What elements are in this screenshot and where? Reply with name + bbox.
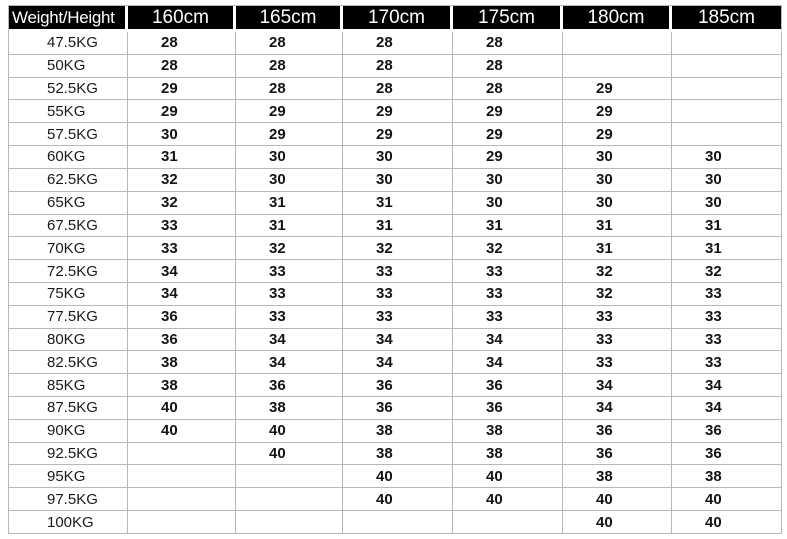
size-cell: 29 — [563, 123, 672, 146]
size-cell: 30 — [563, 169, 672, 192]
size-cell: 29 — [343, 100, 453, 123]
size-cell: 30 — [453, 169, 563, 192]
table-row — [9, 511, 782, 534]
table-row — [9, 260, 782, 283]
height-column-header: 170cm — [343, 6, 453, 32]
size-cell: 38 — [236, 397, 343, 420]
weight-cell: 50KG — [9, 55, 128, 78]
size-cell: 30 — [343, 146, 453, 169]
size-cell: 29 — [236, 100, 343, 123]
size-cell: 29 — [563, 78, 672, 101]
table-row — [9, 374, 782, 397]
table-row — [9, 465, 782, 488]
size-cell: 33 — [128, 215, 236, 238]
size-cell: 38 — [343, 443, 453, 466]
weight-cell: 80KG — [9, 329, 128, 352]
size-cell: 28 — [128, 55, 236, 78]
size-cell: 40 — [236, 443, 343, 466]
weight-cell: 77.5KG — [9, 306, 128, 329]
size-cell: 31 — [453, 215, 563, 238]
size-cell: 28 — [343, 32, 453, 55]
size-cell: 40 — [672, 488, 782, 511]
size-cell: 33 — [563, 351, 672, 374]
size-cell: 31 — [672, 237, 782, 260]
size-cell: 33 — [343, 306, 453, 329]
size-cell: 30 — [672, 192, 782, 215]
table-row — [9, 351, 782, 374]
size-cell: 34 — [563, 374, 672, 397]
table-row — [9, 100, 782, 123]
size-chart-header — [9, 6, 782, 32]
size-cell: 29 — [453, 123, 563, 146]
size-cell: 29 — [128, 78, 236, 101]
size-cell: 33 — [453, 283, 563, 306]
table-row — [9, 169, 782, 192]
size-cell: 28 — [453, 78, 563, 101]
weight-cell: 47.5KG — [9, 32, 128, 55]
size-chart-body — [9, 32, 782, 534]
size-cell: 40 — [672, 511, 782, 534]
size-cell: 36 — [128, 329, 236, 352]
size-cell: 34 — [128, 260, 236, 283]
size-cell — [672, 123, 782, 146]
size-cell: 38 — [343, 420, 453, 443]
size-cell: 34 — [236, 329, 343, 352]
table-row — [9, 215, 782, 238]
size-cell: 31 — [236, 192, 343, 215]
size-cell: 33 — [343, 260, 453, 283]
size-cell: 34 — [672, 374, 782, 397]
table-row — [9, 443, 782, 466]
size-cell: 33 — [672, 351, 782, 374]
weight-cell: 92.5KG — [9, 443, 128, 466]
weight-cell: 67.5KG — [9, 215, 128, 238]
size-cell: 36 — [128, 306, 236, 329]
size-cell — [672, 32, 782, 55]
weight-cell: 72.5KG — [9, 260, 128, 283]
size-cell — [453, 511, 563, 534]
size-cell: 40 — [343, 488, 453, 511]
size-cell: 32 — [236, 237, 343, 260]
table-row — [9, 146, 782, 169]
table-row — [9, 306, 782, 329]
weight-cell: 85KG — [9, 374, 128, 397]
size-cell: 31 — [236, 215, 343, 238]
weight-cell: 100KG — [9, 511, 128, 534]
table-row — [9, 397, 782, 420]
size-cell: 28 — [236, 32, 343, 55]
size-cell: 40 — [563, 488, 672, 511]
weight-cell: 87.5KG — [9, 397, 128, 420]
size-cell: 32 — [672, 260, 782, 283]
size-cell: 30 — [672, 169, 782, 192]
table-row — [9, 78, 782, 101]
size-cell: 29 — [453, 100, 563, 123]
weight-cell: 70KG — [9, 237, 128, 260]
size-cell: 28 — [453, 32, 563, 55]
size-cell: 36 — [453, 374, 563, 397]
weight-cell: 82.5KG — [9, 351, 128, 374]
size-cell: 40 — [563, 511, 672, 534]
table-row — [9, 192, 782, 215]
table-row — [9, 488, 782, 511]
size-cell: 28 — [453, 55, 563, 78]
weight-cell: 57.5KG — [9, 123, 128, 146]
size-cell: 33 — [563, 329, 672, 352]
size-cell: 40 — [453, 488, 563, 511]
size-cell: 38 — [672, 465, 782, 488]
size-cell: 36 — [563, 443, 672, 466]
size-cell — [128, 488, 236, 511]
size-cell: 40 — [453, 465, 563, 488]
size-cell: 31 — [672, 215, 782, 238]
size-cell: 34 — [128, 283, 236, 306]
size-cell: 34 — [453, 351, 563, 374]
size-cell: 34 — [236, 351, 343, 374]
weight-cell: 62.5KG — [9, 169, 128, 192]
size-cell — [128, 443, 236, 466]
size-cell: 28 — [343, 55, 453, 78]
size-cell: 33 — [672, 306, 782, 329]
size-cell: 32 — [563, 260, 672, 283]
size-cell: 30 — [453, 192, 563, 215]
size-cell — [672, 100, 782, 123]
size-cell: 30 — [236, 146, 343, 169]
size-cell: 33 — [236, 283, 343, 306]
size-cell — [563, 55, 672, 78]
size-cell: 34 — [563, 397, 672, 420]
size-cell: 29 — [128, 100, 236, 123]
table-row — [9, 32, 782, 55]
size-cell: 31 — [563, 237, 672, 260]
size-cell: 36 — [343, 374, 453, 397]
weight-cell: 75KG — [9, 283, 128, 306]
table-row — [9, 329, 782, 352]
size-cell: 34 — [343, 351, 453, 374]
weight-cell: 65KG — [9, 192, 128, 215]
size-cell — [563, 32, 672, 55]
height-column-header: 175cm — [453, 6, 563, 32]
size-cell: 36 — [236, 374, 343, 397]
table-row — [9, 283, 782, 306]
table-row — [9, 55, 782, 78]
weight-cell: 60KG — [9, 146, 128, 169]
height-column-header: 160cm — [128, 6, 236, 32]
size-cell: 28 — [236, 78, 343, 101]
size-cell: 31 — [343, 192, 453, 215]
size-cell: 28 — [236, 55, 343, 78]
size-cell: 34 — [672, 397, 782, 420]
height-column-header: 180cm — [563, 6, 672, 32]
size-cell: 40 — [236, 420, 343, 443]
size-cell: 31 — [128, 146, 236, 169]
size-cell: 30 — [672, 146, 782, 169]
header-row — [9, 6, 782, 32]
size-cell: 38 — [128, 351, 236, 374]
size-cell: 30 — [128, 123, 236, 146]
size-cell: 29 — [453, 146, 563, 169]
size-cell — [236, 465, 343, 488]
size-cell: 36 — [343, 397, 453, 420]
size-cell — [236, 511, 343, 534]
weight-cell: 55KG — [9, 100, 128, 123]
size-cell: 36 — [672, 443, 782, 466]
size-cell: 33 — [453, 260, 563, 283]
size-cell: 36 — [453, 397, 563, 420]
size-cell: 30 — [563, 192, 672, 215]
size-cell: 29 — [563, 100, 672, 123]
table-row — [9, 420, 782, 443]
size-cell: 38 — [563, 465, 672, 488]
size-cell: 40 — [128, 397, 236, 420]
size-cell: 36 — [672, 420, 782, 443]
size-cell: 28 — [343, 78, 453, 101]
size-cell: 33 — [236, 260, 343, 283]
size-chart-table — [8, 5, 782, 534]
size-cell: 30 — [236, 169, 343, 192]
size-cell: 33 — [672, 283, 782, 306]
size-cell: 36 — [563, 420, 672, 443]
weight-cell: 90KG — [9, 420, 128, 443]
size-cell: 38 — [128, 374, 236, 397]
size-cell: 33 — [343, 283, 453, 306]
size-cell: 33 — [672, 329, 782, 352]
size-cell: 31 — [563, 215, 672, 238]
size-cell: 38 — [453, 443, 563, 466]
weight-cell: 95KG — [9, 465, 128, 488]
size-cell: 31 — [343, 215, 453, 238]
size-cell: 34 — [453, 329, 563, 352]
size-cell — [128, 465, 236, 488]
size-cell — [236, 488, 343, 511]
size-cell: 32 — [128, 192, 236, 215]
table-row — [9, 123, 782, 146]
size-cell: 32 — [563, 283, 672, 306]
size-cell: 34 — [343, 329, 453, 352]
size-cell: 40 — [128, 420, 236, 443]
size-cell — [128, 511, 236, 534]
weight-cell: 97.5KG — [9, 488, 128, 511]
size-cell: 33 — [236, 306, 343, 329]
size-cell: 38 — [453, 420, 563, 443]
size-cell: 28 — [128, 32, 236, 55]
size-cell — [672, 78, 782, 101]
size-cell: 32 — [453, 237, 563, 260]
weight-cell: 52.5KG — [9, 78, 128, 101]
size-cell: 32 — [343, 237, 453, 260]
table-row — [9, 237, 782, 260]
height-column-header: 165cm — [236, 6, 343, 32]
size-cell: 32 — [128, 169, 236, 192]
size-cell: 40 — [343, 465, 453, 488]
corner-header: Weight/Height — [9, 6, 128, 32]
size-cell: 33 — [128, 237, 236, 260]
size-cell: 33 — [453, 306, 563, 329]
size-cell: 33 — [563, 306, 672, 329]
size-cell — [343, 511, 453, 534]
size-cell — [672, 55, 782, 78]
size-cell: 29 — [236, 123, 343, 146]
size-cell: 29 — [343, 123, 453, 146]
size-cell: 30 — [563, 146, 672, 169]
height-column-header: 185cm — [672, 6, 782, 32]
size-cell: 30 — [343, 169, 453, 192]
